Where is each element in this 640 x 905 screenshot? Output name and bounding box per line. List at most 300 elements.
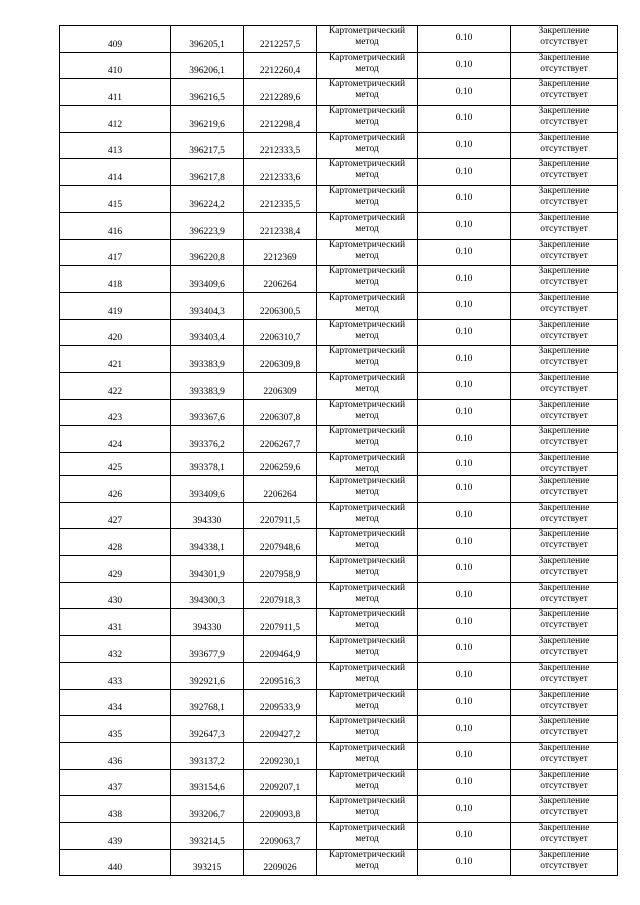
fixing-line-1: Закрепление (538, 239, 590, 250)
y-coordinate-cell: 2209063,7 (244, 822, 317, 849)
x-coordinate-cell: 396216,5 (171, 79, 244, 106)
y-coordinate-cell: 2212335,5 (244, 186, 317, 213)
point-number-cell: 434 (60, 689, 171, 716)
method-cell (317, 292, 418, 319)
accuracy-cell: 0.10 (418, 769, 511, 796)
point-number-cell: 426 (60, 476, 171, 503)
method-line-2: метод (355, 90, 379, 101)
accuracy-cell: 0.10 (418, 556, 511, 583)
table-row (60, 529, 618, 556)
fixing-cell (511, 399, 618, 426)
point-number-cell: 423 (60, 399, 171, 426)
method-line-2: метод (355, 727, 379, 738)
point-number-cell: 411 (60, 79, 171, 106)
fixing-cell (511, 426, 618, 453)
fixing-line-1: Закрепление (538, 796, 590, 807)
fixing-cell (511, 849, 618, 876)
method-cell (317, 742, 418, 769)
fixing-line-2: отсутствует (540, 753, 588, 764)
fixing-cell (511, 662, 618, 689)
y-coordinate-cell: 2209093,8 (244, 796, 317, 823)
fixing-line-1: Закрепление (538, 319, 590, 330)
method-line-1: Картометрический (328, 106, 406, 117)
y-coordinate-cell: 2209427,2 (244, 716, 317, 743)
method-line-2: метод (355, 63, 379, 74)
table-row (60, 453, 618, 476)
method-cell (317, 212, 418, 239)
method-cell (317, 372, 418, 399)
accuracy-cell: 0.10 (418, 476, 511, 503)
x-coordinate-cell: 396223,9 (171, 212, 244, 239)
fixing-line-1: Закрепление (538, 159, 590, 170)
method-line-2: метод (355, 143, 379, 154)
accuracy-cell: 0.10 (418, 319, 511, 346)
x-coordinate-cell: 396217,5 (171, 132, 244, 159)
method-line-2: метод (355, 464, 379, 474)
point-number-cell: 409 (60, 26, 171, 53)
fixing-line-2: отсутствует (540, 727, 588, 738)
fixing-cell (511, 239, 618, 266)
table-row (60, 769, 618, 796)
y-coordinate-cell: 2212289,6 (244, 79, 317, 106)
y-coordinate-cell: 2206264 (244, 476, 317, 503)
y-coordinate-cell: 2206267,7 (244, 426, 317, 453)
method-cell (317, 822, 418, 849)
fixing-cell (511, 556, 618, 583)
x-coordinate-cell: 392768,1 (171, 689, 244, 716)
method-line-1: Картометрический (328, 689, 406, 700)
point-number-cell: 415 (60, 186, 171, 213)
y-coordinate-cell: 2206307,8 (244, 399, 317, 426)
point-number-cell: 424 (60, 426, 171, 453)
x-coordinate-cell: 396224,2 (171, 186, 244, 213)
y-coordinate-cell: 2207948,6 (244, 529, 317, 556)
fixing-cell (511, 372, 618, 399)
point-number-cell: 438 (60, 796, 171, 823)
fixing-cell (511, 106, 618, 133)
fixing-line-1: Закрепление (538, 476, 590, 486)
fixing-cell (511, 769, 618, 796)
fixing-line-1: Закрепление (538, 822, 590, 833)
fixing-line-2: отсутствует (540, 673, 588, 684)
accuracy-cell: 0.10 (418, 79, 511, 106)
method-line-2: метод (355, 513, 379, 524)
accuracy-cell: 0.10 (418, 106, 511, 133)
method-cell (317, 769, 418, 796)
method-cell (317, 689, 418, 716)
method-cell (317, 502, 418, 529)
x-coordinate-cell: 394300,3 (171, 582, 244, 609)
y-coordinate-cell: 2207911,5 (244, 609, 317, 636)
y-coordinate-cell: 2209026 (244, 849, 317, 876)
method-line-1: Картометрический (328, 79, 406, 90)
fixing-line-1: Закрепление (538, 849, 590, 860)
accuracy-cell: 0.10 (418, 159, 511, 186)
table-row (60, 609, 618, 636)
method-cell (317, 636, 418, 663)
table-row (60, 239, 618, 266)
y-coordinate-cell: 2206310,7 (244, 319, 317, 346)
point-number-cell: 435 (60, 716, 171, 743)
table-body (60, 26, 618, 876)
point-number-cell: 418 (60, 266, 171, 293)
fixing-cell (511, 796, 618, 823)
fixing-cell (511, 716, 618, 743)
method-cell (317, 476, 418, 503)
point-number-cell: 419 (60, 292, 171, 319)
method-line-1: Картометрический (328, 239, 406, 250)
fixing-cell (511, 186, 618, 213)
accuracy-cell: 0.10 (418, 636, 511, 663)
fixing-line-2: отсутствует (540, 780, 588, 791)
accuracy-cell: 0.10 (418, 372, 511, 399)
fixing-cell (511, 26, 618, 53)
fixing-cell (511, 52, 618, 79)
table-row (60, 742, 618, 769)
fixing-line-2: отсутствует (540, 513, 588, 524)
method-line-2: метод (355, 567, 379, 578)
point-number-cell: 428 (60, 529, 171, 556)
point-number-cell: 436 (60, 742, 171, 769)
fixing-line-1: Закрепление (538, 346, 590, 357)
table-row (60, 849, 618, 876)
method-line-1: Картометрический (328, 186, 406, 197)
method-line-1: Картометрический (328, 769, 406, 780)
fixing-line-1: Закрепление (538, 292, 590, 303)
fixing-cell (511, 292, 618, 319)
method-line-2: метод (355, 487, 379, 497)
point-number-cell: 437 (60, 769, 171, 796)
y-coordinate-cell: 2212333,5 (244, 132, 317, 159)
x-coordinate-cell: 393215 (171, 849, 244, 876)
fixing-cell (511, 132, 618, 159)
fixing-line-1: Закрепление (538, 769, 590, 780)
table-row (60, 476, 618, 503)
fixing-cell (511, 582, 618, 609)
x-coordinate-cell: 396219,6 (171, 106, 244, 133)
fixing-line-1: Закрепление (538, 529, 590, 540)
accuracy-cell: 0.10 (418, 796, 511, 823)
accuracy-cell: 0.10 (418, 132, 511, 159)
table-row (60, 822, 618, 849)
x-coordinate-cell: 396206,1 (171, 52, 244, 79)
fixing-line-2: отсутствует (540, 487, 588, 497)
y-coordinate-cell: 2207911,5 (244, 502, 317, 529)
method-line-2: метод (355, 593, 379, 604)
fixing-line-2: отсутствует (540, 277, 588, 288)
x-coordinate-cell: 393206,7 (171, 796, 244, 823)
method-cell (317, 426, 418, 453)
method-cell (317, 796, 418, 823)
fixing-line-2: отсутствует (540, 593, 588, 604)
table-row (60, 716, 618, 743)
point-number-cell: 440 (60, 849, 171, 876)
method-line-2: метод (355, 197, 379, 208)
y-coordinate-cell: 2206264 (244, 266, 317, 293)
method-line-1: Картометрический (328, 636, 406, 647)
table-row (60, 426, 618, 453)
fixing-line-1: Закрепление (538, 502, 590, 513)
accuracy-cell: 0.10 (418, 662, 511, 689)
fixing-line-2: отсутствует (540, 464, 588, 474)
method-line-2: метод (355, 410, 379, 421)
method-cell (317, 319, 418, 346)
y-coordinate-cell: 2212338,4 (244, 212, 317, 239)
accuracy-cell: 0.10 (418, 689, 511, 716)
table-row (60, 502, 618, 529)
table-row (60, 582, 618, 609)
fixing-line-1: Закрепление (538, 212, 590, 223)
fixing-line-2: отсутствует (540, 117, 588, 128)
method-line-1: Картометрический (328, 502, 406, 513)
y-coordinate-cell: 2206259,6 (244, 453, 317, 476)
fixing-cell (511, 159, 618, 186)
method-line-1: Картометрический (328, 52, 406, 63)
y-coordinate-cell: 2212257,5 (244, 26, 317, 53)
method-cell (317, 716, 418, 743)
fixing-line-1: Закрепление (538, 609, 590, 620)
table-row (60, 132, 618, 159)
fixing-line-1: Закрепление (538, 266, 590, 277)
point-number-cell: 420 (60, 319, 171, 346)
fixing-line-2: отсутствует (540, 540, 588, 551)
fixing-cell (511, 266, 618, 293)
method-line-1: Картометрический (328, 476, 406, 486)
method-line-1: Картометрический (328, 849, 406, 860)
x-coordinate-cell: 393409,6 (171, 266, 244, 293)
fixing-line-2: отсутствует (540, 410, 588, 421)
fixing-cell (511, 502, 618, 529)
point-number-cell: 422 (60, 372, 171, 399)
accuracy-cell: 0.10 (418, 453, 511, 476)
fixing-cell (511, 476, 618, 503)
method-cell (317, 662, 418, 689)
accuracy-cell: 0.10 (418, 346, 511, 373)
fixing-line-1: Закрепление (538, 372, 590, 383)
method-cell (317, 26, 418, 53)
method-line-1: Картометрический (328, 796, 406, 807)
point-number-cell: 414 (60, 159, 171, 186)
method-line-2: метод (355, 780, 379, 791)
fixing-cell (511, 822, 618, 849)
fixing-line-2: отсутствует (540, 567, 588, 578)
method-cell (317, 609, 418, 636)
method-line-1: Картометрический (328, 556, 406, 567)
table-row (60, 292, 618, 319)
method-line-2: метод (355, 437, 379, 448)
method-line-2: метод (355, 277, 379, 288)
method-line-2: метод (355, 383, 379, 394)
method-line-2: метод (355, 250, 379, 261)
table-row (60, 636, 618, 663)
accuracy-cell: 0.10 (418, 186, 511, 213)
fixing-line-1: Закрепление (538, 106, 590, 117)
fixing-line-2: отсутствует (540, 170, 588, 181)
fixing-line-1: Закрепление (538, 689, 590, 700)
fixing-line-1: Закрепление (538, 399, 590, 410)
fixing-line-2: отсутствует (540, 63, 588, 74)
point-number-cell: 427 (60, 502, 171, 529)
y-coordinate-cell: 2209207,1 (244, 769, 317, 796)
method-line-2: метод (355, 37, 379, 47)
method-cell (317, 399, 418, 426)
method-cell (317, 582, 418, 609)
table-row (60, 319, 618, 346)
fixing-line-2: отсутствует (540, 833, 588, 844)
method-line-1: Картометрический (328, 662, 406, 673)
accuracy-cell: 0.10 (418, 212, 511, 239)
fixing-cell (511, 212, 618, 239)
method-cell (317, 346, 418, 373)
fixing-line-1: Закрепление (538, 52, 590, 63)
method-line-1: Картометрический (328, 212, 406, 223)
fixing-line-2: отсутствует (540, 197, 588, 208)
method-line-1: Картометрический (328, 292, 406, 303)
x-coordinate-cell: 396217,8 (171, 159, 244, 186)
accuracy-cell: 0.10 (418, 742, 511, 769)
fixing-line-2: отсутствует (540, 330, 588, 341)
method-line-2: метод (355, 620, 379, 631)
method-line-2: метод (355, 860, 379, 871)
table-row (60, 796, 618, 823)
method-line-2: метод (355, 673, 379, 684)
fixing-line-1: Закрепление (538, 556, 590, 567)
x-coordinate-cell: 393409,6 (171, 476, 244, 503)
point-number-cell: 410 (60, 52, 171, 79)
point-number-cell: 413 (60, 132, 171, 159)
table-row (60, 399, 618, 426)
method-cell (317, 556, 418, 583)
method-line-2: метод (355, 117, 379, 128)
method-line-1: Картометрический (328, 716, 406, 727)
point-number-cell: 433 (60, 662, 171, 689)
y-coordinate-cell: 2209533,9 (244, 689, 317, 716)
fixing-cell (511, 79, 618, 106)
method-line-2: метод (355, 833, 379, 844)
x-coordinate-cell: 394301,9 (171, 556, 244, 583)
table-row (60, 372, 618, 399)
fixing-line-2: отсутствует (540, 143, 588, 154)
table-row (60, 159, 618, 186)
y-coordinate-cell: 2212369 (244, 239, 317, 266)
method-cell (317, 159, 418, 186)
x-coordinate-cell: 392921,6 (171, 662, 244, 689)
fixing-cell (511, 319, 618, 346)
method-line-1: Картометрический (328, 399, 406, 410)
fixing-line-2: отсутствует (540, 807, 588, 818)
method-line-1: Картометрический (328, 346, 406, 357)
table-row (60, 556, 618, 583)
fixing-line-2: отсутствует (540, 700, 588, 711)
accuracy-cell: 0.10 (418, 609, 511, 636)
method-line-1: Картометрический (328, 426, 406, 437)
y-coordinate-cell: 2212260,4 (244, 52, 317, 79)
accuracy-cell: 0.10 (418, 822, 511, 849)
fixing-cell (511, 636, 618, 663)
x-coordinate-cell: 392647,3 (171, 716, 244, 743)
fixing-line-2: отсутствует (540, 437, 588, 448)
accuracy-cell: 0.10 (418, 426, 511, 453)
fixing-line-1: Закрепление (538, 186, 590, 197)
point-number-cell: 431 (60, 609, 171, 636)
point-number-cell: 430 (60, 582, 171, 609)
fixing-line-1: Закрепление (538, 582, 590, 593)
method-line-2: метод (355, 807, 379, 818)
accuracy-cell: 0.10 (418, 529, 511, 556)
table-row (60, 212, 618, 239)
method-line-2: метод (355, 700, 379, 711)
point-number-cell: 432 (60, 636, 171, 663)
x-coordinate-cell: 393367,6 (171, 399, 244, 426)
method-line-2: метод (355, 357, 379, 368)
point-number-cell: 421 (60, 346, 171, 373)
y-coordinate-cell: 2209464,9 (244, 636, 317, 663)
method-cell (317, 52, 418, 79)
method-line-2: метод (355, 647, 379, 658)
point-number-cell: 439 (60, 822, 171, 849)
method-line-1: Картометрический (328, 159, 406, 170)
table-row (60, 662, 618, 689)
y-coordinate-cell: 2206309 (244, 372, 317, 399)
fixing-line-1: Закрепление (538, 453, 590, 463)
x-coordinate-cell: 394330 (171, 502, 244, 529)
method-line-1: Картометрический (328, 742, 406, 753)
table-row (60, 26, 618, 53)
fixing-cell (511, 609, 618, 636)
method-line-2: метод (355, 223, 379, 234)
y-coordinate-cell: 2212333,6 (244, 159, 317, 186)
method-line-1: Картометрический (328, 609, 406, 620)
accuracy-cell: 0.10 (418, 292, 511, 319)
fixing-line-2: отсутствует (540, 620, 588, 631)
table-row (60, 52, 618, 79)
fixing-line-2: отсутствует (540, 357, 588, 368)
x-coordinate-cell: 393383,9 (171, 372, 244, 399)
fixing-cell (511, 453, 618, 476)
y-coordinate-cell: 2209230,1 (244, 742, 317, 769)
method-cell (317, 132, 418, 159)
point-number-cell: 425 (60, 453, 171, 476)
x-coordinate-cell: 396205,1 (171, 26, 244, 53)
method-cell (317, 849, 418, 876)
y-coordinate-cell: 2207958,9 (244, 556, 317, 583)
y-coordinate-cell: 2209516,3 (244, 662, 317, 689)
fixing-line-2: отсутствует (540, 383, 588, 394)
method-line-1: Картометрический (328, 372, 406, 383)
coordinates-table (59, 25, 618, 876)
method-line-1: Картометрический (328, 266, 406, 277)
table-row (60, 266, 618, 293)
x-coordinate-cell: 393403,4 (171, 319, 244, 346)
fixing-line-2: отсутствует (540, 90, 588, 101)
method-line-1: Картометрический (328, 529, 406, 540)
y-coordinate-cell: 2206309,8 (244, 346, 317, 373)
x-coordinate-cell: 393404,3 (171, 292, 244, 319)
fixing-line-2: отсутствует (540, 303, 588, 314)
method-line-1: Картометрический (328, 26, 406, 36)
point-number-cell: 416 (60, 212, 171, 239)
table-row (60, 106, 618, 133)
table-row (60, 346, 618, 373)
method-line-1: Картометрический (328, 132, 406, 143)
accuracy-cell: 0.10 (418, 849, 511, 876)
accuracy-cell: 0.10 (418, 502, 511, 529)
accuracy-cell: 0.10 (418, 716, 511, 743)
method-cell (317, 453, 418, 476)
x-coordinate-cell: 394330 (171, 609, 244, 636)
fixing-line-1: Закрепление (538, 426, 590, 437)
method-cell (317, 106, 418, 133)
